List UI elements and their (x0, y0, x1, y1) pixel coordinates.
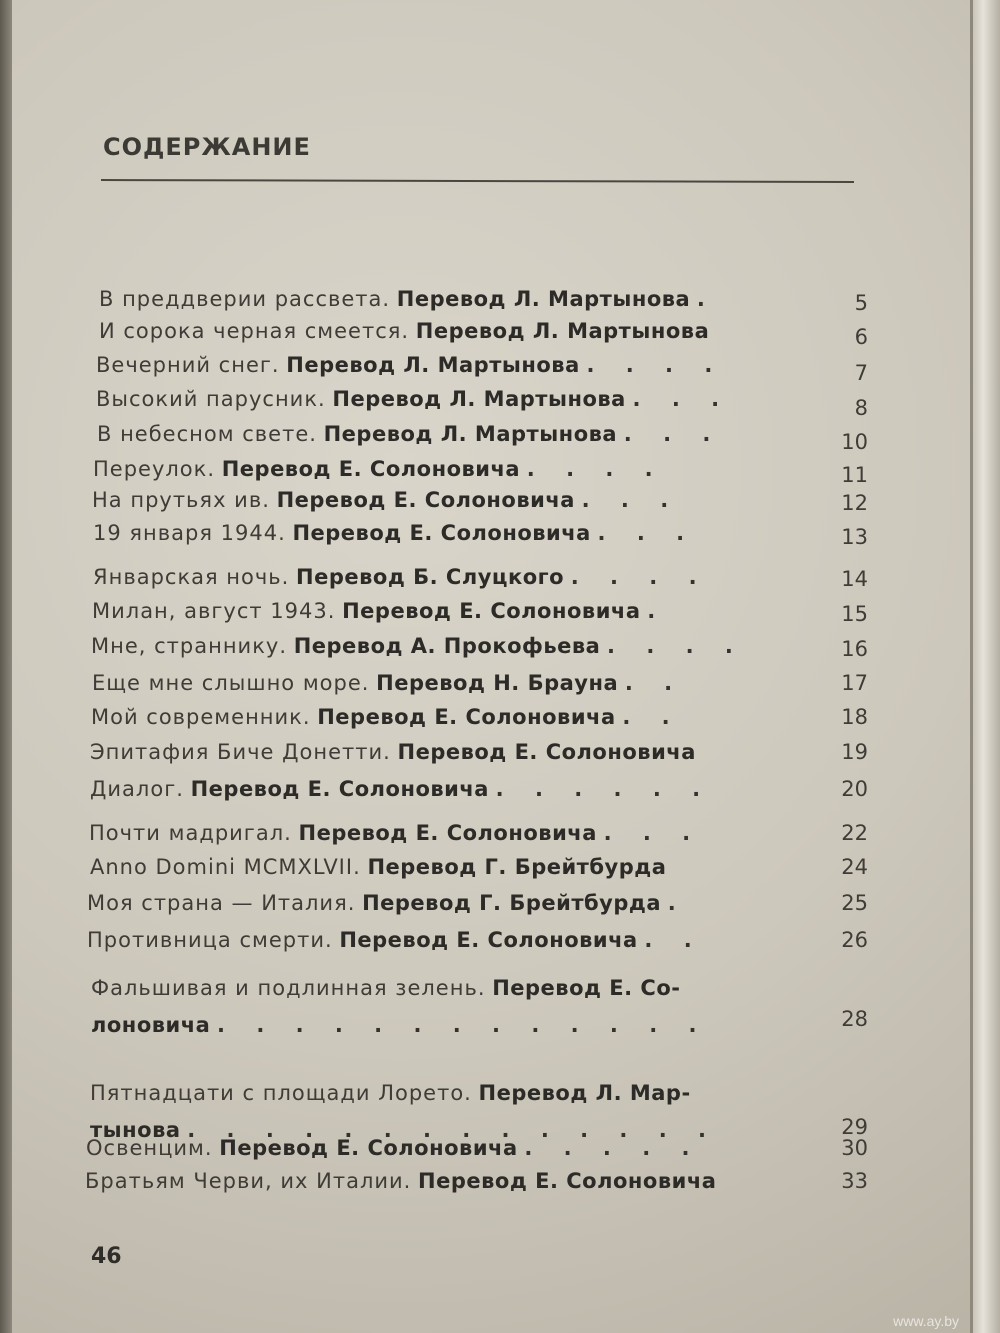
toc-entry-line (91, 975, 816, 1001)
poem-title: Почти мадригал. (89, 821, 292, 845)
dot-leader: . . . (597, 521, 697, 545)
toc-page-number: 15 (841, 602, 868, 626)
toc-page-number: 28 (841, 1007, 868, 1031)
poem-title: Переулок. (93, 457, 216, 481)
translator-credit: Перевод Е. Солоновича (219, 1136, 518, 1160)
toc-entry (0, 975, 1000, 1047)
poem-title: Высокий парусник. (96, 387, 326, 411)
poem-title: Моя страна — Италия. (87, 891, 356, 915)
toc-page-number: 13 (841, 525, 868, 549)
translator-credit: Перевод Л. Мартынова (396, 287, 691, 311)
poem-title: И сорока черная смеется. (99, 319, 410, 343)
toc-entry-line (92, 487, 817, 513)
dot-leader: . . . . . . (495, 777, 713, 801)
toc-entry-line (87, 927, 812, 953)
toc-entry-line (93, 564, 818, 590)
toc-entry-line (93, 520, 818, 546)
translator-credit: Перевод Г. Брейтбурда (362, 891, 662, 915)
poem-title: Вечерний снег. (96, 353, 280, 377)
toc-page-number: 8 (854, 396, 868, 420)
toc-page-number: 14 (841, 567, 868, 591)
dot-leader: . (647, 599, 668, 623)
poem-title: Январская ночь. (93, 565, 290, 589)
toc-entry-line (96, 386, 821, 412)
dot-leader: . . . . (526, 457, 665, 481)
translator-credit: тынова (90, 1118, 181, 1142)
dot-leader: . . . . (586, 353, 725, 377)
toc-page-number: 24 (841, 855, 868, 879)
translator-credit: Перевод Б. Слуцкого (296, 565, 565, 589)
dot-leader: . . . (603, 821, 703, 845)
toc-page-number: 7 (854, 361, 868, 385)
toc-page-number: 16 (841, 637, 868, 661)
poem-title: Братьям Черви, их Италии. (85, 1169, 412, 1193)
poem-title: Пятнадцати с площади Лорето. (90, 1081, 472, 1105)
toc-page-number: 30 (841, 1136, 868, 1160)
dot-leader: . . . (632, 387, 732, 411)
translator-credit: Перевод Е. Солоновича (221, 457, 521, 481)
toc-page-number: 11 (841, 463, 868, 487)
toc-entry-line (91, 704, 816, 730)
dot-leader: . . . (623, 422, 723, 446)
toc-entry-line (99, 318, 824, 344)
dot-leader: . . . . (607, 634, 745, 658)
toc-entry-line (90, 1080, 815, 1106)
toc-entry-line (89, 820, 814, 846)
toc-entry-line (96, 352, 821, 378)
toc-entry-line (91, 633, 816, 659)
dot-leader: . . . . . . . . . . . . . (217, 1013, 709, 1037)
translator-credit: лоновича (91, 1013, 211, 1037)
translator-credit: Перевод Л. Мартынова (332, 387, 626, 411)
translator-credit: Перевод Л. Мартынова (415, 319, 710, 343)
translator-credit: Перевод Н. Брауна (376, 671, 619, 695)
toc-page-number: 5 (854, 291, 868, 315)
poem-title: На прутьях ив. (92, 488, 270, 512)
poem-title: В преддверии рассвета. (99, 287, 391, 311)
toc-entry-line (90, 854, 815, 880)
dot-leader: . . (624, 671, 685, 695)
translator-credit: Перевод Г. Брейтбурда (367, 855, 667, 879)
dot-leader: . . . (581, 488, 681, 512)
translator-credit: Перевод Е. Солоновича (317, 705, 616, 729)
toc-page-number: 6 (854, 325, 868, 349)
contents-heading: СОДЕРЖАНИЕ (103, 133, 311, 161)
translator-credit: Перевод Е. Солоновича (339, 928, 638, 952)
toc-entry-line (99, 286, 824, 312)
toc-page-number: 22 (841, 821, 868, 845)
poem-title: Anno Domini MCMXLVII. (90, 855, 361, 879)
poem-title: Мой современник. (91, 705, 311, 729)
toc-page-number: 33 (841, 1169, 868, 1193)
poem-title: Фальшивая и подлинная зелень. (91, 976, 486, 1000)
translator-credit: Перевод А. Прокофьева (293, 634, 601, 658)
dot-leader: . . (622, 705, 682, 729)
translator-credit: Перевод Е. Солоновича (190, 777, 489, 801)
toc-page-number: 17 (841, 671, 868, 695)
dot-leader: . (667, 891, 688, 915)
toc-page-number: 19 (841, 740, 868, 764)
toc-page-number: 25 (841, 891, 868, 915)
translator-credit: Перевод Л. Мартынова (323, 422, 618, 446)
toc-entry-line (93, 456, 818, 482)
toc-entry-line (91, 1012, 816, 1038)
dot-leader: . . (644, 928, 704, 952)
poem-title: В небесном свете. (97, 422, 317, 446)
toc-page-number: 18 (841, 705, 868, 729)
dot-leader: . . . . (570, 565, 709, 589)
poem-title: Диалог. (90, 777, 184, 801)
dot-leader: . . . . . (524, 1136, 702, 1160)
translator-credit: Перевод Е. Солоновича (342, 599, 641, 623)
toc-page-number: 20 (841, 777, 868, 801)
toc-entry-line (90, 739, 815, 765)
site-watermark: www.ay.by (893, 1313, 959, 1329)
dot-leader: . (696, 287, 717, 311)
toc-entry-line (90, 776, 815, 802)
page-number: 46 (91, 1244, 122, 1269)
translator-credit: Перевод Е. Солоновича (397, 740, 696, 764)
translator-credit: Перевод Е. Солоновича (418, 1169, 717, 1193)
toc-entry (0, 1168, 1000, 1240)
translator-credit: Перевод Е. Солоновича (298, 821, 597, 845)
poem-title: 19 января 1944. (93, 521, 286, 545)
translator-credit: Перевод Л. Мартынова (286, 353, 580, 377)
toc-entry-line (92, 670, 817, 696)
poem-title: Освенцим. (86, 1136, 213, 1160)
toc-page-number: 10 (841, 430, 868, 454)
poem-title: Мне, страннику. (91, 634, 287, 658)
translator-credit: Перевод Е. Солоновича (292, 521, 591, 545)
toc-page-number: 26 (841, 928, 868, 952)
poem-title: Милан, август 1943. (92, 599, 336, 623)
toc-page-number: 12 (841, 491, 868, 515)
toc-entry-line (92, 598, 817, 624)
toc-entry-line (97, 421, 822, 447)
poem-title: Эпитафия Биче Донетти. (90, 740, 391, 764)
poem-title: Еще мне слышно море. (92, 671, 370, 695)
toc-entry-line (86, 1135, 811, 1161)
toc-entry-line (85, 1168, 810, 1194)
translator-credit: Перевод Л. Мар- (478, 1081, 691, 1105)
translator-credit: Перевод Е. Солоновича (276, 488, 575, 512)
dot-leader: . . . . . . . . . . . . . . (187, 1118, 718, 1142)
toc-page-number: 29 (841, 1115, 868, 1139)
translator-credit: Перевод Е. Со- (492, 976, 681, 1000)
poem-title: Противница смерти. (87, 928, 333, 952)
toc-entry-line (87, 890, 812, 916)
